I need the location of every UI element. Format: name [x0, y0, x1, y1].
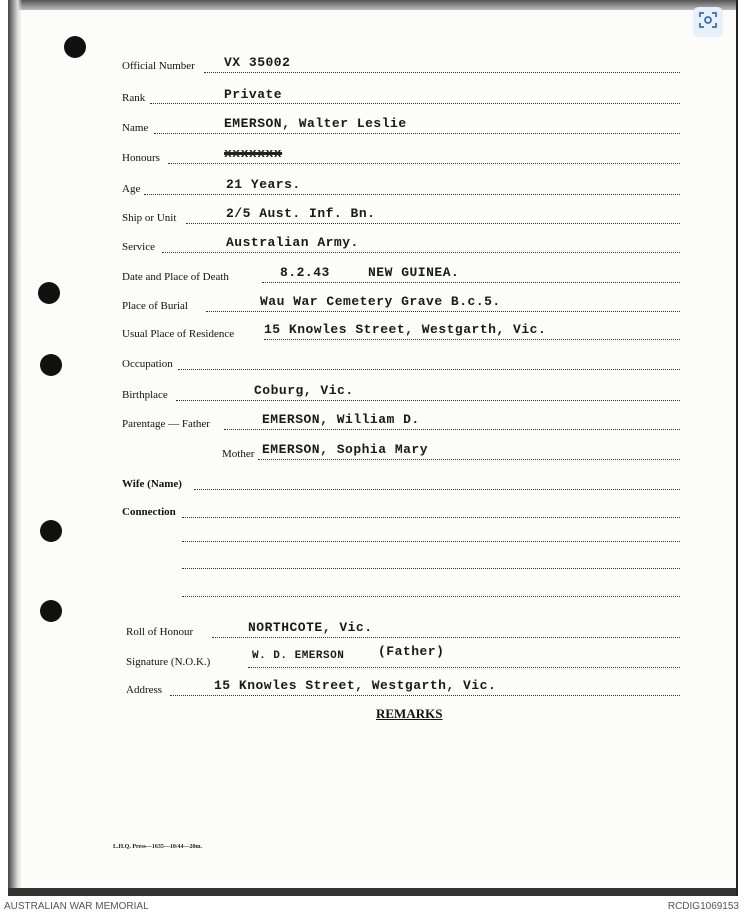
- dotted-line: [258, 459, 680, 460]
- dotted-line: [224, 429, 680, 430]
- label-name: Name: [122, 122, 149, 134]
- scan-bottom-edge: [8, 888, 736, 896]
- label-occupation: Occupation: [122, 358, 173, 370]
- dotted-line: [182, 541, 680, 542]
- label-wife: Wife (Name): [122, 478, 182, 490]
- value-name: EMERSON, Walter Leslie: [224, 116, 407, 131]
- label-rank: Rank: [122, 92, 146, 104]
- remarks-heading: REMARKS: [376, 706, 443, 721]
- print-note: L.H.Q. Press—1635—10/44—20m.: [113, 844, 203, 850]
- caption-id: RCDIG1069153: [667, 901, 739, 912]
- dotted-line: [178, 369, 680, 370]
- dotted-line: [168, 163, 680, 164]
- value-place-of-burial: Wau War Cemetery Grave B.c.5.: [260, 294, 501, 309]
- dotted-line: [262, 282, 680, 283]
- value-signature: W. D. EMERSON: [252, 650, 345, 662]
- dotted-line: [206, 311, 680, 312]
- caption-source: AUSTRALIAN WAR MEMORIAL: [4, 901, 149, 912]
- value-official-number: VX 35002: [224, 55, 291, 70]
- value-death-place: NEW GUINEA.: [368, 265, 460, 280]
- value-honours: xxxxxxx: [224, 146, 283, 161]
- value-service: Australian Army.: [226, 235, 359, 250]
- dotted-line: [182, 517, 680, 518]
- document-scan: [8, 0, 738, 896]
- label-place-of-burial: Place of Burial: [122, 300, 188, 312]
- dotted-line: [182, 568, 680, 569]
- dotted-line: [186, 223, 680, 224]
- dotted-line: [182, 596, 680, 597]
- punch-hole: [40, 520, 62, 542]
- value-death-date: 8.2.43: [280, 265, 330, 280]
- label-age: Age: [122, 183, 141, 195]
- value-birthplace: Coburg, Vic.: [254, 383, 354, 398]
- punch-hole: [40, 354, 62, 376]
- punch-hole: [38, 282, 60, 304]
- label-residence: Usual Place of Residence: [122, 328, 235, 340]
- dotted-line: [176, 400, 680, 401]
- dotted-line: [162, 252, 680, 253]
- label-ship-or-unit: Ship or Unit: [122, 212, 177, 224]
- value-father: EMERSON, William D.: [262, 412, 420, 427]
- label-honours: Honours: [122, 152, 160, 164]
- scan-icon: [699, 11, 717, 34]
- value-age: 21 Years.: [226, 177, 301, 192]
- value-address: 15 Knowles Street, Westgarth, Vic.: [214, 678, 497, 693]
- scan-left-edge: [8, 0, 22, 896]
- value-roll-of-honour: NORTHCOTE, Vic.: [248, 620, 373, 635]
- scan-button[interactable]: [693, 7, 723, 37]
- value-residence: 15 Knowles Street, Westgarth, Vic.: [264, 322, 547, 337]
- punch-hole: [40, 600, 62, 622]
- scan-top-edge: [8, 0, 736, 10]
- dotted-line: [154, 133, 680, 134]
- label-service: Service: [122, 241, 155, 253]
- punch-hole: [64, 36, 86, 58]
- dotted-line: [264, 339, 680, 340]
- label-roll-of-honour: Roll of Honour: [126, 626, 194, 638]
- dotted-line: [212, 637, 680, 638]
- label-birthplace: Birthplace: [122, 389, 168, 401]
- dotted-line: [144, 194, 680, 195]
- dotted-line: [248, 667, 680, 668]
- dotted-line: [194, 489, 680, 490]
- dotted-line: [204, 72, 680, 73]
- value-mother: EMERSON, Sophia Mary: [262, 442, 429, 457]
- label-mother: Mother: [222, 448, 255, 460]
- label-official-number: Official Number: [122, 60, 195, 72]
- label-signature: Signature (N.O.K.): [126, 656, 211, 668]
- dotted-line: [150, 103, 680, 104]
- label-father: Parentage — Father: [122, 418, 210, 430]
- label-connection: Connection: [122, 506, 176, 518]
- value-ship-or-unit: 2/5 Aust. Inf. Bn.: [226, 206, 376, 221]
- value-signature-note: (Father): [378, 644, 445, 659]
- label-date-place-death: Date and Place of Death: [122, 271, 229, 283]
- dotted-line: [170, 695, 680, 696]
- value-rank: Private: [224, 87, 283, 102]
- label-address: Address: [126, 684, 163, 696]
